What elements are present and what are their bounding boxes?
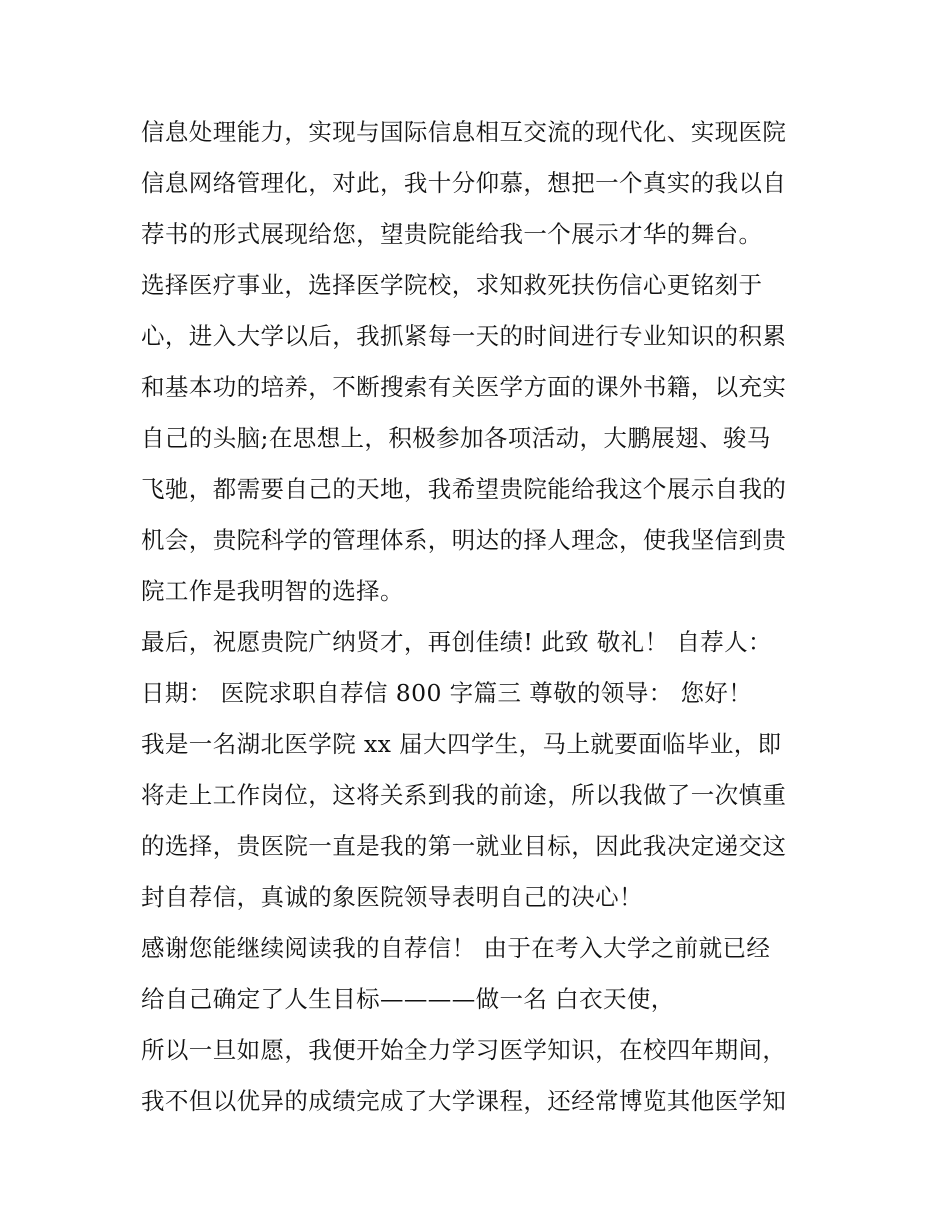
text-line: 机会，贵院科学的管理体系，明达的择人理念，使我坚信到贵	[141, 526, 787, 554]
text-line: 最后，祝愿贵院广纳贤才，再创佳绩! 此致 敬礼！ 自荐人：	[141, 628, 772, 656]
text-line: 信息网络管理化，对此，我十分仰慕，想把一个真实的我以自	[141, 169, 787, 197]
text-line: 选择医疗事业，选择医学院校，求知救死扶伤信心更铭刻于	[141, 271, 763, 299]
text-line: 荐书的形式展现给您，望贵院能给我一个展示才华的舞台。	[141, 220, 763, 248]
text-line: 的选择，贵医院一直是我的第一就业目标，因此我决定递交这	[141, 832, 787, 860]
text-line: 我不但以优异的成绩完成了大学课程，还经常博览其他医学知	[141, 1087, 787, 1115]
text-line: 日期： 医院求职自荐信 800 字篇三 尊敬的领导： 您好！	[141, 679, 753, 707]
text-line: 封自荐信，真诚的象医院领导表明自己的决心！	[141, 883, 643, 911]
document-body	[141, 107, 821, 1127]
text-line: 和基本功的培养，不断搜索有关医学方面的课外书籍，以充实	[141, 373, 787, 401]
text-line: 给自己确定了人生目标————做一名 白衣天使，	[141, 985, 675, 1013]
text-line: 我是一名湖北医学院 xx 届大四学生，马上就要面临毕业，即	[141, 730, 782, 758]
text-line: 心，进入大学以后，我抓紧每一天的时间进行专业知识的积累	[141, 322, 787, 350]
text-line: 自己的头脑;在思想上，积极参加各项活动，大鹏展翅、骏马	[141, 424, 771, 452]
text-line: 院工作是我明智的选择。	[141, 577, 404, 605]
text-line: 感谢您能继续阅读我的自荐信！ 由于在考入大学之前就已经	[141, 934, 771, 962]
text-line: 所以一旦如愿，我便开始全力学习医学知识，在校四年期间，	[141, 1036, 787, 1064]
text-line: 飞驰，都需要自己的天地，我希望贵院能给我这个展示自我的	[141, 475, 787, 503]
text-line: 信息处理能力，实现与国际信息相互交流的现代化、实现医院	[141, 118, 787, 146]
text-line: 将走上工作岗位，这将关系到我的前途，所以我做了一次慎重	[141, 781, 787, 809]
